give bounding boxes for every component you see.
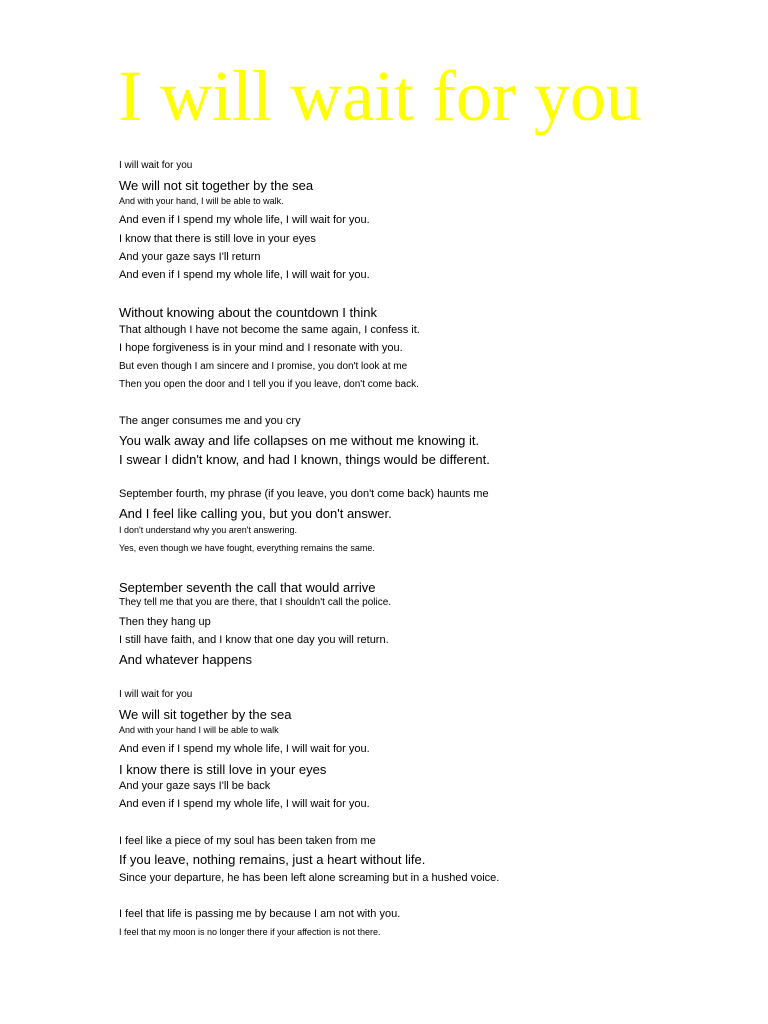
lyric-line: I feel that life is passing me by because I am not with you.: [119, 908, 401, 920]
lyric-line: And with your hand, I will be able to walk.: [119, 196, 284, 206]
lyric-line: And I feel like calling you, but you don't answer.: [119, 506, 392, 521]
lyric-line: I know that there is still love in your eyes: [119, 233, 316, 245]
lyric-line: I don't understand why you aren't answering.: [119, 525, 298, 535]
lyric-line: I will wait for you: [119, 160, 193, 171]
lyric-line: And with your hand I will be able to walk: [119, 725, 279, 735]
lyric-line: Yes, even though we have fought, everything remains the same.: [119, 543, 375, 553]
lyric-line: And even if I spend my whole life, I will wait for you.: [119, 269, 370, 281]
lyric-line: I will wait for you: [119, 689, 193, 700]
lyric-line: And whatever happens: [119, 652, 252, 667]
lyric-line: I swear I didn't know, and had I known, things would be different.: [119, 452, 490, 467]
lyric-line: September seventh the call that would arrive: [119, 580, 376, 595]
lyric-line: And even if I spend my whole life, I will wait for you.: [119, 798, 370, 810]
lyric-line: And even if I spend my whole life, I will wait for you.: [119, 743, 370, 755]
lyric-line: But even though I am sincere and I promise, you don't look at me: [119, 361, 408, 372]
document-title: I will wait for you: [118, 56, 642, 136]
lyric-line: I feel that my moon is no longer there if your affection is not there.: [119, 927, 381, 937]
lyric-line: And your gaze says I'll return: [119, 251, 261, 263]
lyric-line: September fourth, my phrase (if you leave, you don't come back) haunts me: [119, 488, 489, 500]
lyric-line: I know there is still love in your eyes: [119, 762, 327, 777]
lyric-line: Then you open the door and I tell you if you leave, don't come back.: [119, 379, 419, 390]
lyric-line: Since your departure, he has been left alone screaming but in a hushed voice.: [119, 872, 500, 884]
lyric-line: And even if I spend my whole life, I will wait for you.: [119, 214, 370, 226]
lyric-line: I still have faith, and I know that one day you will return.: [119, 634, 389, 646]
lyric-line: They tell me that you are there, that I shouldn't call the police.: [119, 597, 392, 608]
lyric-line: That although I have not become the same again, I confess it.: [119, 324, 420, 336]
lyric-line: Then they hang up: [119, 616, 211, 628]
lyric-line: We will sit together by the sea: [119, 707, 292, 722]
lyric-line: If you leave, nothing remains, just a heart without life.: [119, 852, 426, 867]
lyric-line: I hope forgiveness is in your mind and I resonate with you.: [119, 342, 403, 354]
lyric-line: Without knowing about the countdown I think: [119, 305, 377, 320]
lyric-line: The anger consumes me and you cry: [119, 415, 301, 427]
lyric-line: And your gaze says I'll be back: [119, 780, 271, 792]
lyric-line: I feel like a piece of my soul has been taken from me: [119, 835, 376, 847]
lyric-line: You walk away and life collapses on me without me knowing it.: [119, 433, 480, 448]
lyric-line: We will not sit together by the sea: [119, 178, 314, 193]
